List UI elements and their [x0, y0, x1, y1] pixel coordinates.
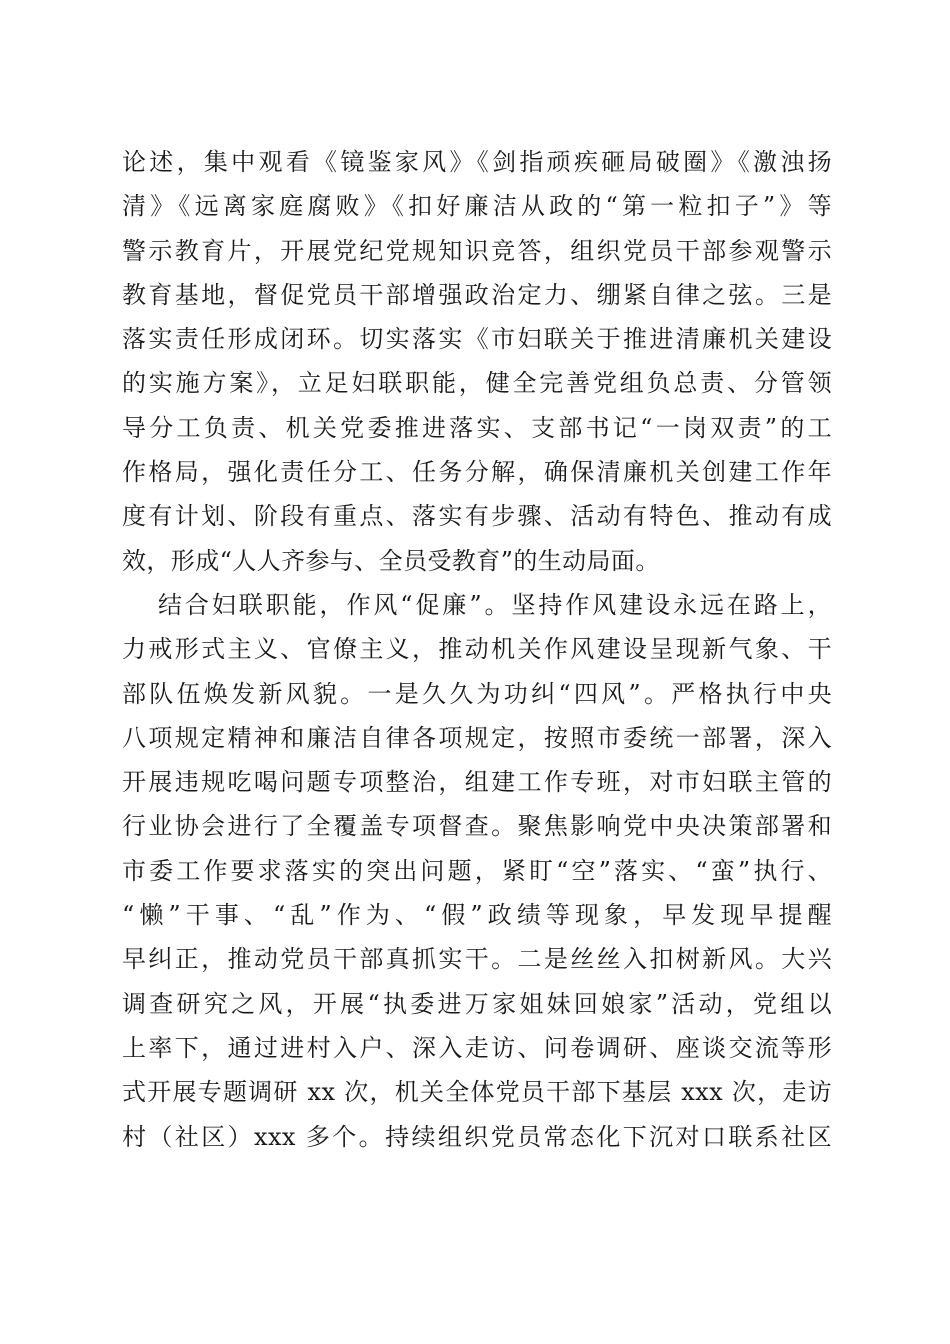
- text-line: 落实责任形成闭环。切实落实《市妇联关于推进清廉机关建设: [122, 325, 832, 354]
- paragraph-end-line: 效，形成“人人齐参与、全员受教育”的生动局面。: [122, 546, 660, 575]
- document-body: [122, 140, 832, 1159]
- text-line: 开展违规吃喝问题专项整治，组建工作专班，对市妇联主管的: [122, 768, 832, 797]
- text-line: 的实施方案》，立足妇联职能，健全完善党组负总责、分管领: [122, 369, 832, 398]
- text-line: 度有计划、阶段有重点、落实有步骤、活动有特色、推动有成: [122, 502, 832, 531]
- text-line: 市委工作要求落实的突出问题，紧盯“空”落实、“蛮”执行、: [122, 856, 832, 885]
- text-line: 调查研究之风，开展“执委进万家姐妹回娘家”活动，党组以: [122, 989, 832, 1018]
- text-line: 力戒形式主义、官僚主义，推动机关作风建设呈现新气象、干: [122, 635, 832, 664]
- paragraph-start-line: 结合妇联职能，作风“促廉”。坚持作风建设永远在路上，: [158, 590, 832, 619]
- text-line: 八项规定精神和廉洁自律各项规定，按照市委统一部署，深入: [122, 723, 832, 752]
- text-line: 作格局，强化责任分工、任务分解，确保清廉机关创建工作年: [122, 458, 832, 487]
- text-line: 式开展专题调研 xx 次，机关全体党员干部下基层 xxx 次，走访: [122, 1078, 832, 1107]
- text-line: 部队伍焕发新风貌。一是久久为功纠“四风”。严格执行中央: [122, 679, 832, 708]
- text-line: 警示教育片，开展党纪党规知识竞答，组织党员干部参观警示: [122, 236, 832, 265]
- text-line: 教育基地，督促党员干部增强政治定力、绷紧自律之弦。三是: [122, 280, 832, 309]
- text-line: 导分工负责、机关党委推进落实、支部书记“一岗双责”的工: [122, 413, 832, 442]
- text-line: 清》《远离家庭腐败》《扣好廉洁从政的“第一粒扣子”》等: [122, 192, 832, 221]
- text-line: 论述，集中观看《镜鉴家风》《剑指顽疾砸局破圈》《激浊扬: [122, 148, 832, 176]
- text-line: 行业协会进行了全覆盖专项督查。聚焦影响党中央决策部署和: [122, 812, 832, 841]
- text-line: 村（社区）xxx 多个。持续组织党员常态化下沉对口联系社区: [122, 1122, 832, 1151]
- text-line: “懒”干事、“乱”作为、“假”政绩等现象，早发现早提醒: [122, 901, 832, 930]
- text-line: 上率下，通过进村入户、深入走访、问卷调研、座谈交流等形: [122, 1033, 832, 1062]
- text-line: 早纠正，推动党员干部真抓实干。二是丝丝入扣树新风。大兴: [122, 945, 832, 974]
